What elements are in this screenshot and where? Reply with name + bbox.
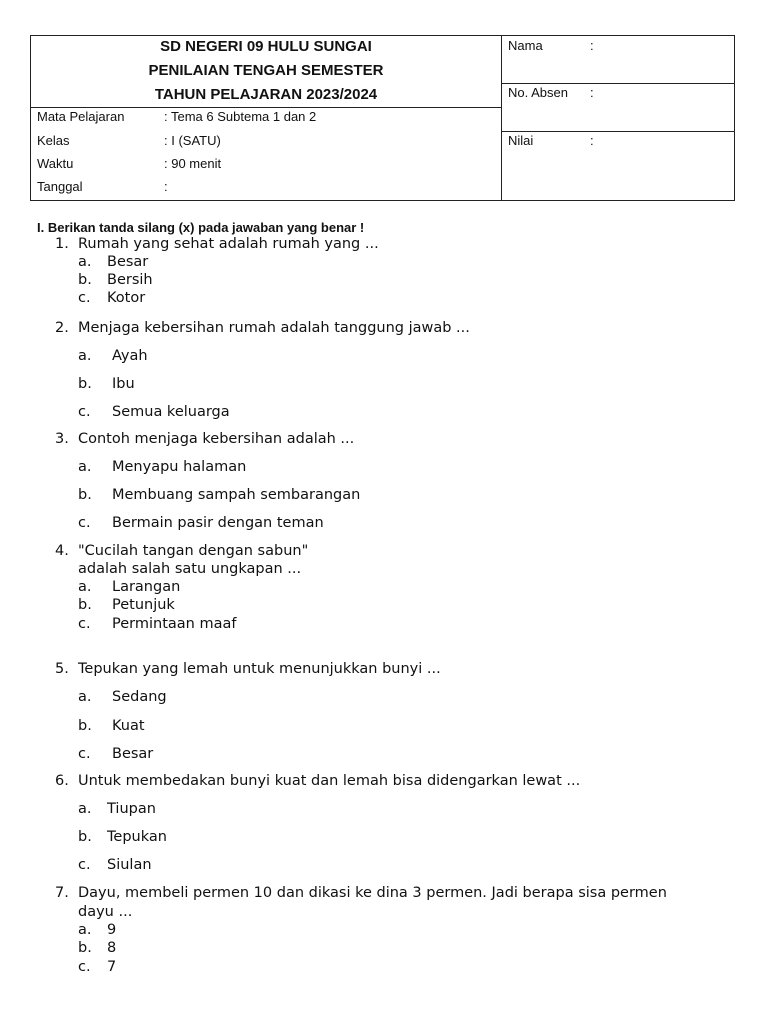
option-label: a. <box>78 459 92 475</box>
option-label: b. <box>78 376 92 392</box>
meta-value-subject: : Tema 6 Subtema 1 dan 2 <box>164 109 317 124</box>
option-label: b. <box>78 829 92 845</box>
header-divider-absen <box>501 131 735 132</box>
option-text: Sedang <box>112 689 167 705</box>
option-label: b. <box>78 272 92 288</box>
academic-year: TAHUN PELAJARAN 2023/2024 <box>154 86 378 103</box>
question-number: 3. <box>55 431 69 447</box>
question-number: 5. <box>55 661 69 677</box>
meta-label-time: Waktu <box>37 156 74 171</box>
question-number: 2. <box>55 320 69 336</box>
option-label: b. <box>78 940 92 956</box>
option-label: a. <box>78 922 92 938</box>
option-text: Kuat <box>112 718 145 734</box>
question-text: Untuk membedakan bunyi kuat dan lemah bisa didengarkan lewat ... <box>78 773 581 789</box>
option-label: c. <box>78 616 91 632</box>
option-text: Petunjuk <box>112 597 175 613</box>
question-text: Contoh menjaga kebersihan adalah ... <box>78 431 355 447</box>
option-label: a. <box>78 801 92 817</box>
option-label: c. <box>78 515 91 531</box>
question-text-continued: dayu ... <box>78 904 133 920</box>
option-text: Siulan <box>107 857 152 873</box>
option-label: a. <box>78 689 92 705</box>
question-text: Tepukan yang lemah untuk menunjukkan bunyi ... <box>78 661 441 677</box>
option-label: b. <box>78 487 92 503</box>
option-label: c. <box>78 290 91 306</box>
option-text: Kotor <box>107 290 146 306</box>
option-label: a. <box>78 579 92 595</box>
header-divider-nama <box>501 83 735 84</box>
option-text: Menyapu halaman <box>112 459 247 475</box>
question-number: 1. <box>55 236 69 252</box>
option-text: Permintaan maaf <box>112 616 237 632</box>
section-instruction: I. Berikan tanda silang (x) pada jawaban yang benar ! <box>37 220 365 235</box>
question-text: Menjaga kebersihan rumah adalah tanggung jawab ... <box>78 320 470 336</box>
option-text: Tiupan <box>107 801 156 817</box>
option-label: b. <box>78 718 92 734</box>
option-label: a. <box>78 348 92 364</box>
exam-title: PENILAIAN TENGAH SEMESTER <box>148 62 384 79</box>
identity-colon-name: : <box>590 38 594 53</box>
question-number: 7. <box>55 885 69 901</box>
identity-colon-absen: : <box>590 85 594 100</box>
option-label: c. <box>78 857 91 873</box>
option-text: Ibu <box>112 376 135 392</box>
meta-value-time: : 90 menit <box>164 156 222 171</box>
meta-value-class: : I (SATU) <box>164 133 221 148</box>
identity-colon-score: : <box>590 133 594 148</box>
option-text: Besar <box>112 746 154 762</box>
option-label: c. <box>78 746 91 762</box>
option-text: 9 <box>107 922 117 938</box>
option-label: c. <box>78 959 91 975</box>
identity-label-name: Nama <box>508 38 543 53</box>
identity-label-score: Nilai <box>508 133 534 148</box>
option-text: Besar <box>107 254 149 270</box>
question-text: Rumah yang sehat adalah rumah yang ... <box>78 236 379 252</box>
question-text: Dayu, membeli permen 10 dan dikasi ke dina 3 permen. Jadi berapa sisa permen <box>78 885 667 901</box>
option-text: 8 <box>107 940 117 956</box>
option-label: a. <box>78 254 92 270</box>
meta-label-subject: Mata Pelajaran <box>37 109 125 124</box>
option-text: Bermain pasir dengan teman <box>112 515 324 531</box>
meta-label-class: Kelas <box>37 133 70 148</box>
exam-header-box <box>30 35 735 201</box>
header-divider-vertical <box>501 36 502 200</box>
meta-label-date: Tanggal <box>37 179 83 194</box>
question-number: 6. <box>55 773 69 789</box>
option-label: b. <box>78 597 92 613</box>
option-text: Tepukan <box>107 829 167 845</box>
option-text: Bersih <box>107 272 153 288</box>
option-text: Semua keluarga <box>112 404 230 420</box>
school-name: SD NEGERI 09 HULU SUNGAI <box>160 38 372 55</box>
option-text: Membuang sampah sembarangan <box>112 487 361 503</box>
option-text: Larangan <box>112 579 181 595</box>
meta-value-date: : <box>164 179 168 194</box>
option-label: c. <box>78 404 91 420</box>
identity-label-absen: No. Absen <box>508 85 568 100</box>
header-divider-school <box>31 107 501 108</box>
question-number: 4. <box>55 543 69 559</box>
question-text: "Cucilah tangan dengan sabun" <box>78 543 309 559</box>
option-text: Ayah <box>112 348 148 364</box>
option-text: 7 <box>107 959 117 975</box>
question-text-continued: adalah salah satu ungkapan ... <box>78 561 302 577</box>
